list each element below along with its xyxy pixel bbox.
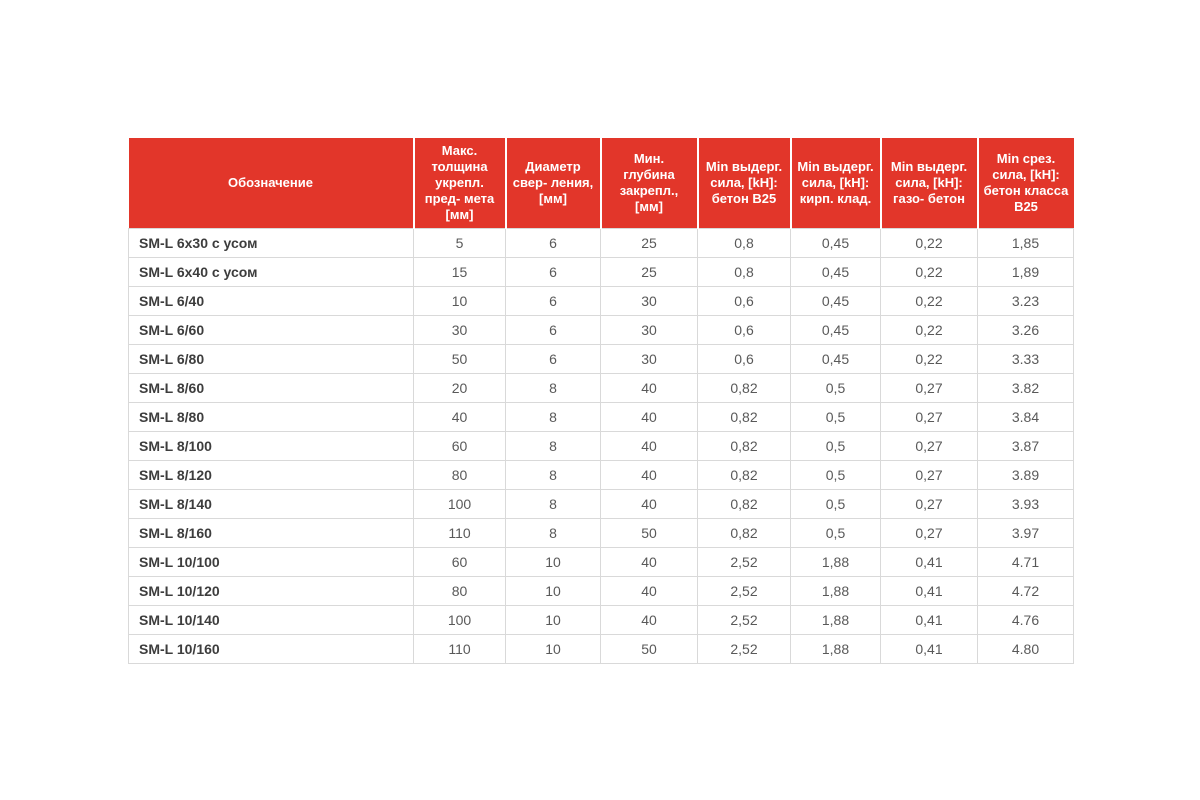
value-cell: 4.80	[978, 634, 1074, 663]
value-cell: 0,45	[791, 228, 881, 257]
designation-cell: SM-L 8/160	[129, 518, 414, 547]
value-cell: 0,45	[791, 286, 881, 315]
designation-cell: SM-L 6/60	[129, 315, 414, 344]
value-cell: 3.82	[978, 373, 1074, 402]
value-cell: 6	[506, 257, 601, 286]
table-row	[129, 373, 1074, 402]
value-cell: 3.33	[978, 344, 1074, 373]
value-cell: 0,82	[698, 431, 791, 460]
value-cell: 60	[414, 547, 506, 576]
column-header: Обозначение	[129, 138, 414, 228]
value-cell: 0,27	[881, 489, 978, 518]
value-cell: 8	[506, 431, 601, 460]
value-cell: 25	[601, 257, 698, 286]
table-row	[129, 286, 1074, 315]
value-cell: 0,41	[881, 605, 978, 634]
designation-cell: SM-L 10/140	[129, 605, 414, 634]
table-row	[129, 547, 1074, 576]
value-cell: 0,45	[791, 315, 881, 344]
table-row	[129, 634, 1074, 663]
value-cell: 0,82	[698, 518, 791, 547]
value-cell: 0,41	[881, 576, 978, 605]
value-cell: 2,52	[698, 547, 791, 576]
value-cell: 0,82	[698, 460, 791, 489]
value-cell: 0,8	[698, 257, 791, 286]
value-cell: 6	[506, 315, 601, 344]
value-cell: 0,5	[791, 460, 881, 489]
value-cell: 1,88	[791, 634, 881, 663]
value-cell: 10	[414, 286, 506, 315]
value-cell: 2,52	[698, 605, 791, 634]
value-cell: 0,22	[881, 228, 978, 257]
value-cell: 5	[414, 228, 506, 257]
value-cell: 0,5	[791, 518, 881, 547]
table-header	[129, 138, 1074, 228]
column-header: Min выдерг. сила, [kH]: газо- бетон	[881, 138, 978, 228]
designation-cell: SM-L 10/100	[129, 547, 414, 576]
value-cell: 1,88	[791, 576, 881, 605]
value-cell: 2,52	[698, 576, 791, 605]
value-cell: 0,82	[698, 402, 791, 431]
value-cell: 15	[414, 257, 506, 286]
table-body	[129, 228, 1074, 663]
designation-cell: SM-L 10/120	[129, 576, 414, 605]
value-cell: 1,88	[791, 547, 881, 576]
value-cell: 100	[414, 605, 506, 634]
value-cell: 60	[414, 431, 506, 460]
value-cell: 0,27	[881, 402, 978, 431]
value-cell: 0,5	[791, 431, 881, 460]
value-cell: 110	[414, 634, 506, 663]
designation-cell: SM-L 8/60	[129, 373, 414, 402]
value-cell: 1,88	[791, 605, 881, 634]
table-row	[129, 228, 1074, 257]
value-cell: 10	[506, 547, 601, 576]
value-cell: 0,22	[881, 315, 978, 344]
value-cell: 6	[506, 228, 601, 257]
value-cell: 30	[601, 315, 698, 344]
value-cell: 0,5	[791, 373, 881, 402]
value-cell: 3.97	[978, 518, 1074, 547]
column-header: Min выдерг. сила, [kH]: кирп. клад.	[791, 138, 881, 228]
value-cell: 4.72	[978, 576, 1074, 605]
designation-cell: SM-L 8/140	[129, 489, 414, 518]
value-cell: 2,52	[698, 634, 791, 663]
table-row	[129, 344, 1074, 373]
designation-cell: SM-L 10/160	[129, 634, 414, 663]
value-cell: 0,5	[791, 489, 881, 518]
table-row	[129, 257, 1074, 286]
value-cell: 3.23	[978, 286, 1074, 315]
designation-cell: SM-L 8/80	[129, 402, 414, 431]
value-cell: 0,27	[881, 460, 978, 489]
value-cell: 40	[414, 402, 506, 431]
column-header: Диаметр свер- ления, [мм]	[506, 138, 601, 228]
table-row	[129, 431, 1074, 460]
designation-cell: SM-L 8/120	[129, 460, 414, 489]
value-cell: 30	[601, 286, 698, 315]
value-cell: 10	[506, 634, 601, 663]
column-header: Мин. глубина закрепл., [мм]	[601, 138, 698, 228]
value-cell: 40	[601, 547, 698, 576]
designation-cell: SM-L 6x40 с усом	[129, 257, 414, 286]
column-header: Макс. толщина укрепл. пред- мета [мм]	[414, 138, 506, 228]
value-cell: 0,27	[881, 373, 978, 402]
value-cell: 8	[506, 460, 601, 489]
column-header: Min выдерг. сила, [kH]: бетон B25	[698, 138, 791, 228]
value-cell: 3.87	[978, 431, 1074, 460]
value-cell: 1,85	[978, 228, 1074, 257]
value-cell: 3.26	[978, 315, 1074, 344]
value-cell: 30	[414, 315, 506, 344]
table-row	[129, 518, 1074, 547]
value-cell: 0,45	[791, 344, 881, 373]
table-row	[129, 315, 1074, 344]
value-cell: 0,22	[881, 257, 978, 286]
table-row	[129, 605, 1074, 634]
value-cell: 6	[506, 286, 601, 315]
table-row	[129, 460, 1074, 489]
value-cell: 80	[414, 576, 506, 605]
value-cell: 0,5	[791, 402, 881, 431]
value-cell: 40	[601, 373, 698, 402]
value-cell: 8	[506, 373, 601, 402]
value-cell: 3.84	[978, 402, 1074, 431]
value-cell: 8	[506, 489, 601, 518]
value-cell: 80	[414, 460, 506, 489]
value-cell: 0,27	[881, 518, 978, 547]
value-cell: 6	[506, 344, 601, 373]
designation-cell: SM-L 6/80	[129, 344, 414, 373]
value-cell: 3.93	[978, 489, 1074, 518]
value-cell: 40	[601, 489, 698, 518]
anchor-spec-table-wrap	[128, 138, 1073, 664]
value-cell: 110	[414, 518, 506, 547]
value-cell: 50	[601, 518, 698, 547]
value-cell: 0,41	[881, 547, 978, 576]
value-cell: 25	[601, 228, 698, 257]
value-cell: 0,6	[698, 315, 791, 344]
table-row	[129, 489, 1074, 518]
value-cell: 30	[601, 344, 698, 373]
value-cell: 50	[601, 634, 698, 663]
value-cell: 100	[414, 489, 506, 518]
designation-cell: SM-L 6/40	[129, 286, 414, 315]
value-cell: 0,27	[881, 431, 978, 460]
designation-cell: SM-L 6x30 с усом	[129, 228, 414, 257]
column-header: Min срез. сила, [kH]: бетон класса B25	[978, 138, 1074, 228]
value-cell: 8	[506, 518, 601, 547]
value-cell: 0,41	[881, 634, 978, 663]
value-cell: 10	[506, 605, 601, 634]
value-cell: 0,82	[698, 373, 791, 402]
value-cell: 40	[601, 460, 698, 489]
value-cell: 1,89	[978, 257, 1074, 286]
value-cell: 40	[601, 576, 698, 605]
value-cell: 40	[601, 402, 698, 431]
table-row	[129, 576, 1074, 605]
value-cell: 0,22	[881, 286, 978, 315]
table-row	[129, 402, 1074, 431]
value-cell: 0,6	[698, 286, 791, 315]
anchor-spec-table	[128, 138, 1074, 664]
value-cell: 3.89	[978, 460, 1074, 489]
value-cell: 0,8	[698, 228, 791, 257]
value-cell: 4.76	[978, 605, 1074, 634]
value-cell: 50	[414, 344, 506, 373]
value-cell: 0,45	[791, 257, 881, 286]
value-cell: 10	[506, 576, 601, 605]
header-row	[129, 138, 1074, 228]
value-cell: 40	[601, 605, 698, 634]
value-cell: 4.71	[978, 547, 1074, 576]
value-cell: 0,6	[698, 344, 791, 373]
value-cell: 0,82	[698, 489, 791, 518]
designation-cell: SM-L 8/100	[129, 431, 414, 460]
value-cell: 0,22	[881, 344, 978, 373]
value-cell: 20	[414, 373, 506, 402]
value-cell: 40	[601, 431, 698, 460]
value-cell: 8	[506, 402, 601, 431]
